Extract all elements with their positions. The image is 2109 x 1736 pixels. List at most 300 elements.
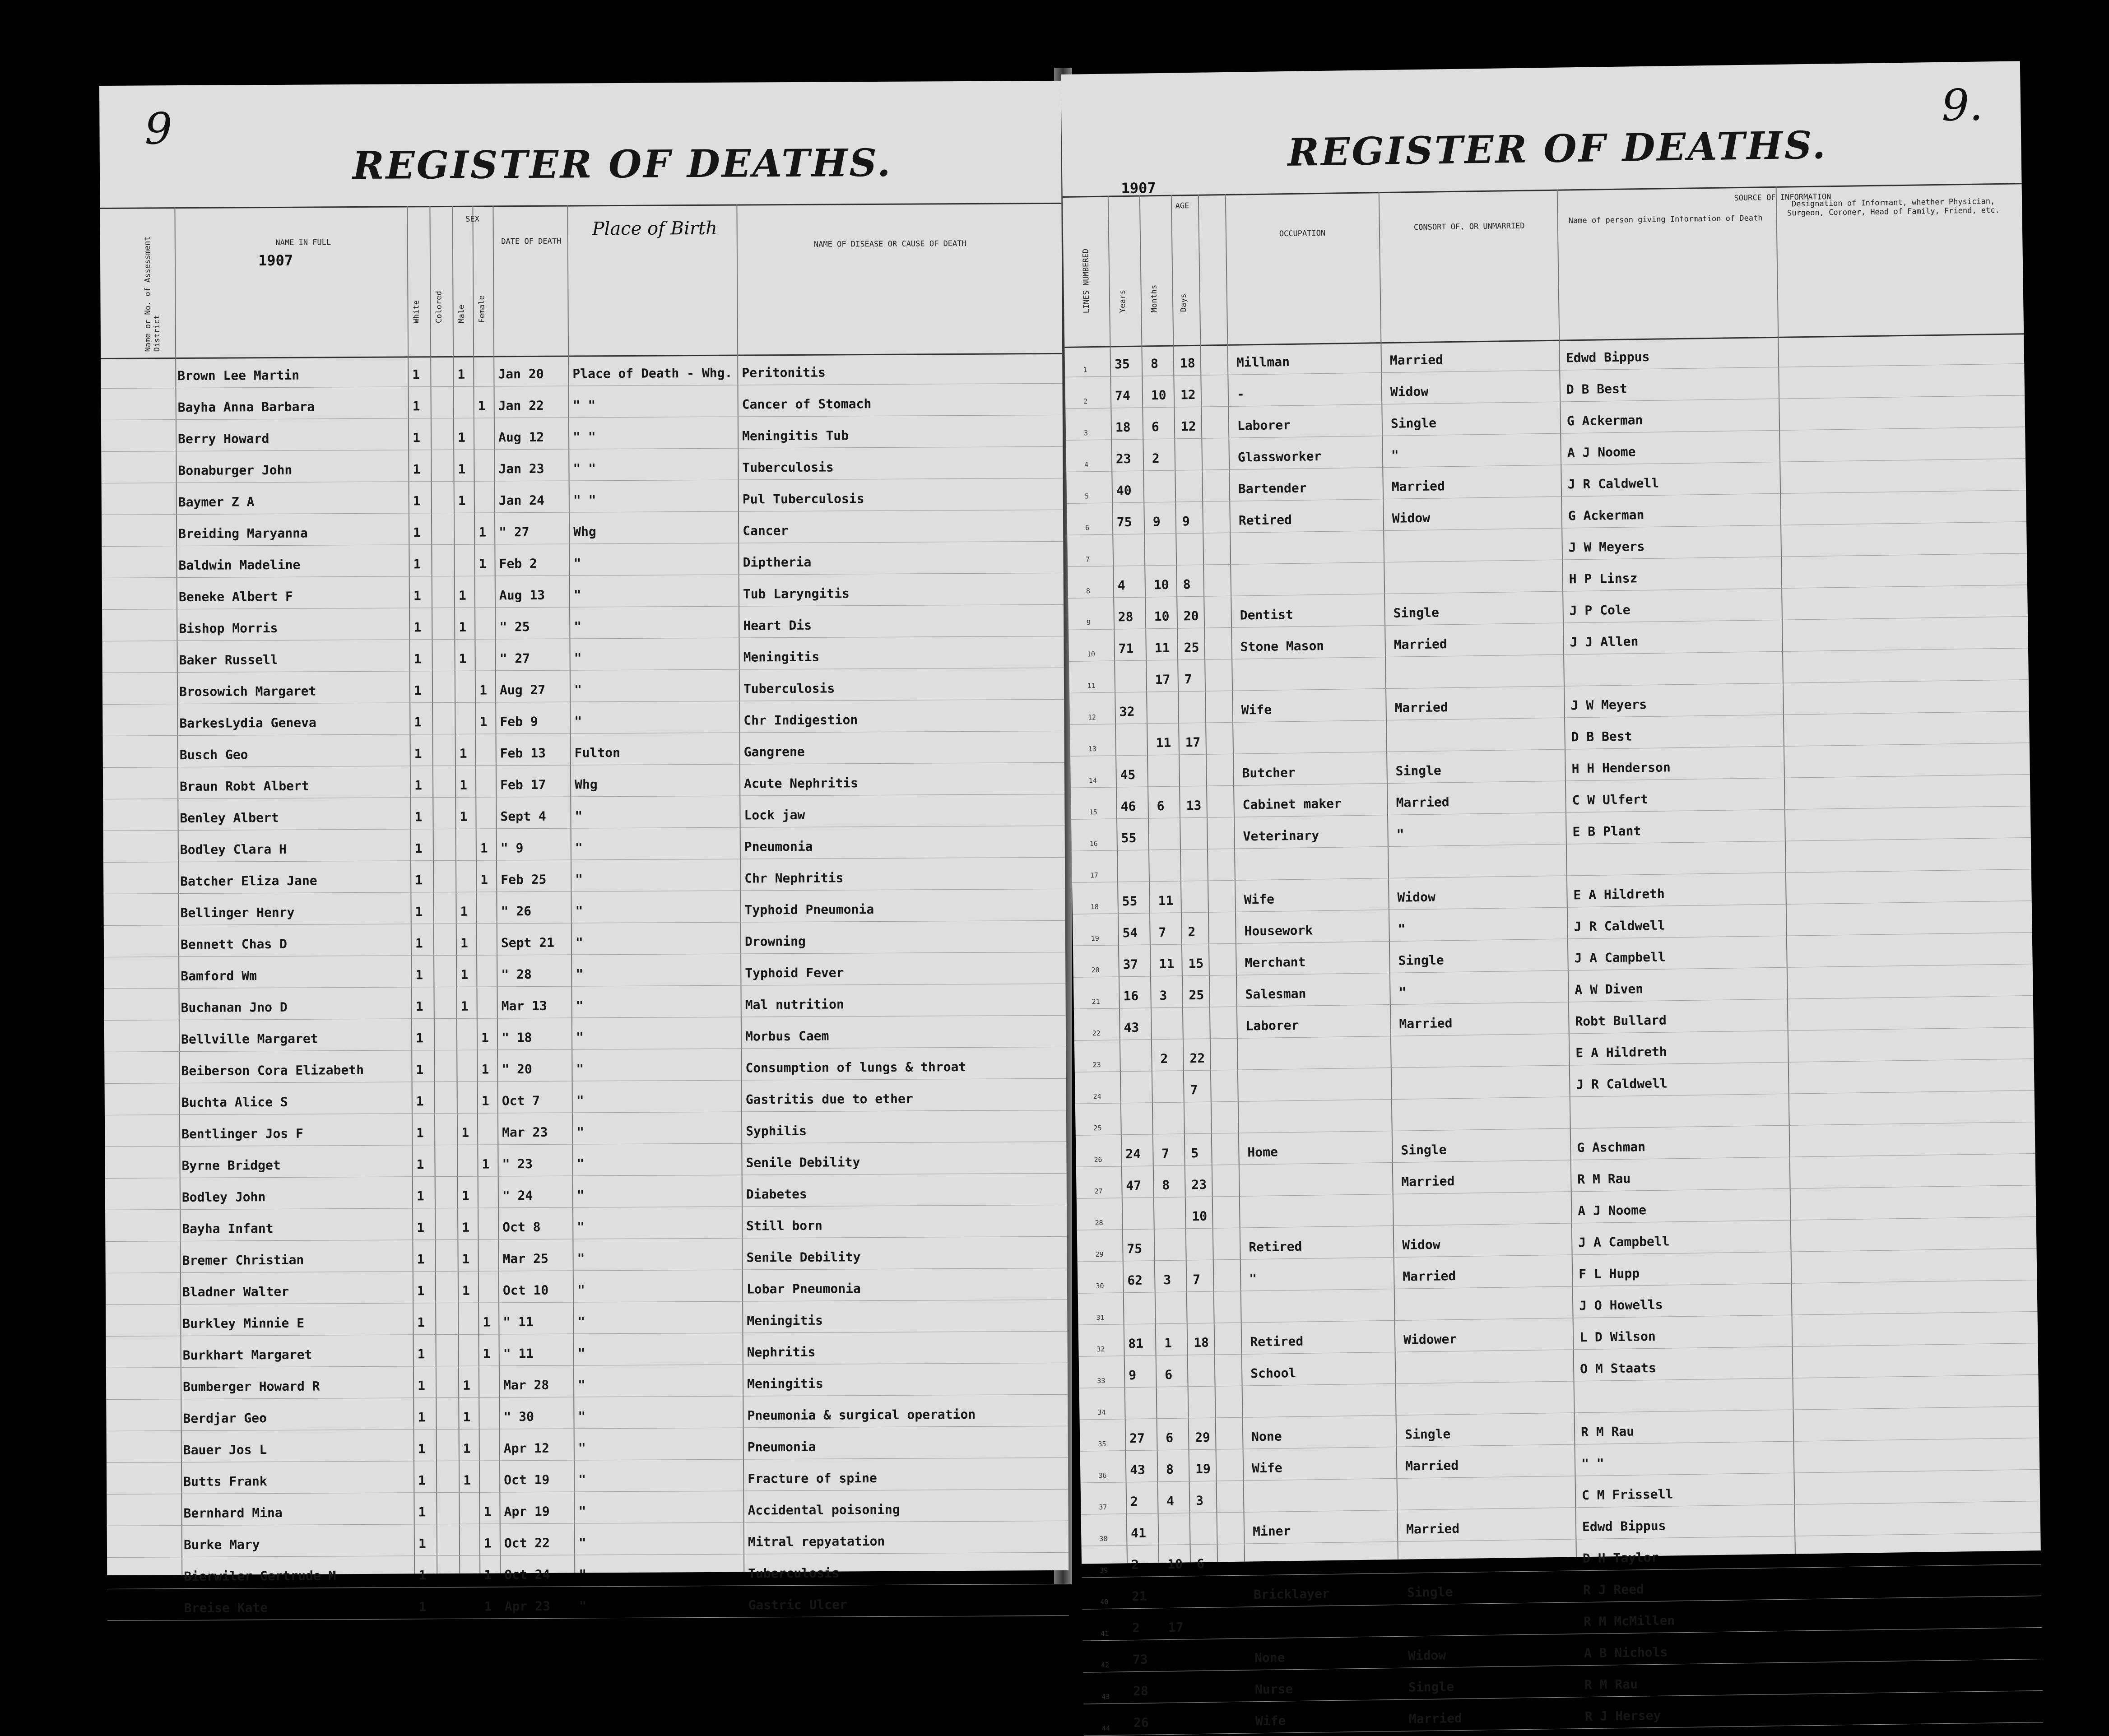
date-of-death: Apr 23 — [504, 1598, 550, 1614]
informant-name: A B Nichols — [1584, 1644, 1668, 1661]
table-row — [105, 1236, 1067, 1273]
male-mark: 1 — [462, 1220, 470, 1235]
deceased-name: Brosowich Margaret — [179, 683, 316, 700]
informant-name: Robt Bullard — [1575, 1012, 1667, 1029]
white-mark: 1 — [415, 967, 423, 983]
occupation: Bartender — [1238, 480, 1307, 497]
informant-name: L D Wilson — [1579, 1328, 1656, 1345]
informant-name: F L Hupp — [1578, 1266, 1640, 1282]
date-of-death: Feb 17 — [500, 777, 546, 793]
white-mark: 1 — [413, 651, 422, 667]
occupation: Retired — [1250, 1333, 1304, 1350]
male-mark: 1 — [460, 935, 468, 951]
white-mark: 1 — [413, 430, 421, 446]
age-years: 2 — [1131, 1557, 1139, 1573]
table-row — [107, 1584, 1068, 1621]
consort-status: " — [1398, 921, 1406, 937]
table-row — [103, 826, 1065, 863]
informant-name: R J Hersey — [1584, 1708, 1661, 1724]
place-of-birth: " — [574, 619, 582, 634]
white-mark: 1 — [416, 1125, 424, 1141]
date-of-death: Sept 21 — [501, 935, 555, 951]
place-of-birth: " " — [573, 461, 596, 476]
place-of-birth: " — [575, 808, 583, 824]
white-mark: 1 — [413, 462, 421, 477]
line-number: 6 — [1085, 524, 1090, 532]
deceased-name: Breiding Maryanna — [178, 525, 308, 542]
cause-of-death: Heart Dis — [743, 617, 812, 633]
consort-status: Single — [1404, 1426, 1451, 1442]
cause-of-death: Gastric Ulcer — [748, 1597, 847, 1613]
table-row — [103, 889, 1065, 926]
table-row — [106, 1300, 1067, 1337]
age-days: 15 — [1188, 956, 1204, 971]
age-months: 1 — [1164, 1335, 1172, 1351]
white-mark: 1 — [417, 1220, 425, 1235]
age-years: 41 — [1130, 1525, 1147, 1541]
male-mark: 1 — [459, 651, 467, 666]
age-months: 8 — [1150, 356, 1159, 371]
age-months: 3 — [1163, 1272, 1171, 1288]
white-mark: 1 — [413, 557, 421, 572]
cause-of-death: Peritonitis — [742, 365, 826, 381]
date-of-death: Feb 13 — [500, 745, 546, 761]
white-mark: 1 — [418, 1378, 426, 1393]
place-of-birth: " — [575, 872, 583, 887]
cause-of-death: Still born — [746, 1218, 822, 1234]
age-years: 9 — [1129, 1367, 1137, 1383]
age-years: 28 — [1133, 1683, 1148, 1699]
age-months: 2 — [1160, 1051, 1168, 1067]
age-years: 16 — [1123, 988, 1139, 1004]
table-row — [102, 604, 1064, 641]
occupation: Merchant — [1245, 954, 1306, 970]
table-row — [102, 699, 1064, 736]
cause-of-death: Diabetes — [746, 1186, 807, 1202]
female-mark: 1 — [484, 1599, 492, 1614]
cause-of-death: Morbus Caem — [745, 1028, 829, 1044]
age-days: 12 — [1180, 418, 1196, 434]
cause-of-death: Tub Laryngitis — [743, 586, 850, 602]
male-mark: 1 — [463, 1409, 471, 1425]
age-months: 11 — [1159, 956, 1175, 972]
header-name: NAME IN FULL — [275, 238, 331, 247]
table-row — [104, 952, 1065, 989]
header-years: Years — [1118, 289, 1128, 313]
line-number: 36 — [1098, 1471, 1107, 1480]
age-months: 6 — [1157, 798, 1165, 814]
consort-status: Single — [1401, 1142, 1447, 1158]
date-of-death: Oct 24 — [504, 1567, 550, 1583]
age-days: 8 — [1183, 577, 1191, 592]
deceased-name: Bonaburger John — [178, 462, 293, 478]
table-row — [106, 1394, 1068, 1431]
age-days: 12 — [1180, 387, 1196, 403]
age-years: 75 — [1127, 1241, 1143, 1257]
informant-name: R M Rau — [1580, 1424, 1635, 1440]
white-mark: 1 — [414, 841, 423, 856]
deceased-name: Bishop Morris — [179, 620, 278, 636]
occupation: Wife — [1251, 1460, 1282, 1476]
cause-of-death: Pneumonia — [747, 1439, 816, 1455]
age-years: 45 — [1120, 767, 1136, 783]
place-of-birth: " — [579, 1567, 587, 1582]
female-mark: 1 — [481, 1030, 489, 1045]
line-number: 28 — [1095, 1218, 1103, 1227]
age-days: 7 — [1193, 1272, 1201, 1287]
table-row — [105, 1173, 1067, 1210]
white-mark: 1 — [413, 683, 422, 698]
female-mark: 1 — [480, 840, 488, 856]
age-days: 2 — [1188, 924, 1196, 940]
table-row — [102, 478, 1063, 515]
informant-name: Edwd Bippus — [1582, 1518, 1666, 1535]
date-of-death: " 24 — [502, 1188, 533, 1203]
line-number: 3 — [1083, 429, 1088, 437]
date-of-death: Oct 8 — [502, 1219, 541, 1235]
age-months: 10 — [1154, 608, 1170, 624]
consort-status: Widow — [1397, 889, 1436, 905]
white-mark: 1 — [417, 1315, 425, 1330]
age-months: 9 — [1152, 514, 1161, 529]
table-row — [104, 1015, 1066, 1052]
line-number: 11 — [1087, 682, 1096, 690]
header-female: Female — [477, 295, 487, 323]
informant-name: J A Campbell — [1574, 949, 1666, 966]
place-of-birth: " — [579, 1598, 587, 1614]
table-row — [104, 984, 1065, 1021]
cause-of-death: Meningitis Tub — [742, 428, 849, 444]
date-of-death: " 26 — [501, 904, 532, 919]
table-row — [102, 541, 1063, 578]
consort-status: Single — [1390, 415, 1437, 431]
informant-name: R M McMillen — [1583, 1613, 1675, 1629]
date-of-death: Oct 22 — [504, 1535, 550, 1551]
consort-status: Married — [1391, 478, 1445, 494]
table-row — [103, 794, 1064, 831]
white-mark: 1 — [418, 1504, 426, 1520]
table-row — [104, 1047, 1066, 1084]
place-of-birth: " — [577, 1314, 585, 1329]
consort-status: Single — [1407, 1584, 1453, 1600]
age-years: 43 — [1129, 1462, 1146, 1478]
age-years: 62 — [1127, 1272, 1143, 1288]
white-mark: 1 — [418, 1599, 427, 1615]
line-number: 31 — [1096, 1313, 1105, 1322]
occupation: Stone Mason — [1240, 638, 1324, 654]
informant-name: E A Hildreth — [1575, 1044, 1667, 1061]
male-mark: 1 — [460, 904, 468, 919]
table-row — [106, 1268, 1067, 1305]
informant-name: R J Reed — [1583, 1582, 1644, 1598]
informant-name: J O Howells — [1579, 1297, 1663, 1314]
informant-name: D H Taylor — [1582, 1550, 1659, 1566]
place-of-birth: " — [576, 1188, 585, 1203]
date-of-death: Jan 20 — [498, 366, 544, 382]
age-months: 6 — [1165, 1430, 1174, 1446]
age-years: 75 — [1116, 514, 1132, 530]
deceased-name: Bellville Margaret — [181, 1031, 318, 1047]
deceased-name: Berry Howard — [178, 431, 269, 447]
occupation: Retired — [1238, 512, 1292, 528]
cause-of-death: Chr Indigestion — [743, 712, 858, 728]
table-row — [102, 636, 1064, 673]
line-number: 24 — [1093, 1092, 1101, 1101]
cause-of-death: Pneumonia — [744, 839, 813, 854]
place-of-birth: " — [578, 1409, 586, 1424]
place-of-birth: Place of Death - Whg. — [572, 365, 733, 381]
table-row — [101, 383, 1063, 420]
date-of-death: " 27 — [499, 525, 530, 540]
table-row — [102, 510, 1063, 547]
cause-of-death: Fracture of spine — [748, 1471, 877, 1486]
male-mark: 1 — [460, 998, 469, 1014]
deceased-name: Buchta Alice S — [181, 1094, 288, 1110]
line-number: 32 — [1096, 1345, 1105, 1354]
date-of-death: Aug 12 — [498, 429, 544, 445]
age-years: 81 — [1128, 1336, 1144, 1351]
age-days: 25 — [1189, 987, 1204, 1003]
header-assessment: Name or No. of Assessment District — [143, 236, 162, 352]
consort-status: Single — [1393, 605, 1440, 621]
header-designation: Designation of Informant, whether Physician, Surgeon, Coroner, Head of Family, Friend, etc. — [1787, 197, 2000, 218]
date-of-death: Feb 9 — [500, 714, 538, 729]
deceased-name: Buchanan Jno D — [181, 999, 288, 1016]
place-of-birth: " — [576, 1030, 584, 1045]
age-days: 22 — [1189, 1050, 1205, 1066]
age-months: 3 — [1159, 988, 1167, 1003]
table-row — [105, 1110, 1066, 1147]
consort-status: " — [1398, 984, 1407, 1000]
cause-of-death: Consumption of lungs & throat — [745, 1059, 966, 1076]
place-of-birth: " — [576, 966, 584, 982]
age-years: 28 — [1118, 609, 1133, 625]
informant-name: A J Noome — [1578, 1202, 1647, 1219]
white-mark: 1 — [415, 904, 423, 919]
date-of-death: Jan 23 — [498, 461, 544, 477]
informant-name: G Ackerman — [1566, 413, 1643, 429]
place-of-birth: " — [576, 1156, 585, 1171]
occupation: Butcher — [1242, 765, 1296, 781]
informant-name: J P Cole — [1569, 602, 1631, 618]
cause-of-death: Tuberculosis — [748, 1565, 840, 1581]
left-page — [99, 81, 1068, 1616]
age-months: 8 — [1162, 1177, 1170, 1193]
age-months: 11 — [1158, 893, 1174, 909]
line-number: 18 — [1090, 903, 1099, 911]
white-mark: 1 — [417, 1252, 425, 1267]
age-years: 55 — [1121, 830, 1137, 846]
deceased-name: Bernhard Mina — [183, 1505, 283, 1521]
table-row — [105, 1205, 1067, 1242]
line-number: 4 — [1084, 460, 1089, 469]
deceased-name: Bayha Anna Barbara — [177, 399, 315, 415]
deceased-name: Bauer Jos L — [183, 1442, 267, 1458]
white-mark: 1 — [413, 620, 422, 635]
informant-name: J R Caldwell — [1574, 918, 1665, 934]
header-age: AGE — [1175, 201, 1189, 211]
age-months: 17 — [1155, 672, 1171, 687]
cause-of-death: Chr Nephritis — [744, 870, 844, 886]
date-of-death: Aug 13 — [499, 587, 545, 603]
male-mark: 1 — [459, 619, 467, 635]
table-row — [101, 352, 1062, 389]
consort-status: Widow — [1392, 510, 1431, 526]
white-mark: 1 — [418, 1568, 427, 1583]
table-row — [103, 731, 1064, 768]
white-mark: 1 — [413, 525, 421, 540]
age-years: 37 — [1123, 956, 1138, 972]
consort-status: Married — [1399, 1016, 1453, 1031]
occupation: Nurse — [1254, 1681, 1293, 1697]
deceased-name: Brown Lee Martin — [177, 367, 300, 384]
place-of-birth: " — [576, 1124, 585, 1140]
age-days: 17 — [1185, 734, 1201, 750]
informant-name: G Aschman — [1577, 1139, 1646, 1156]
header-birth: Place of Birth — [592, 218, 717, 240]
consort-status: Married — [1406, 1521, 1460, 1537]
table-row — [104, 920, 1065, 957]
occupation: Millman — [1236, 354, 1290, 370]
age-years: 21 — [1131, 1588, 1147, 1604]
age-years: 2 — [1130, 1494, 1138, 1509]
female-mark: 1 — [479, 714, 488, 729]
male-mark: 1 — [460, 777, 468, 793]
deceased-name: Beiberson Cora Elizabeth — [181, 1062, 364, 1079]
white-mark: 1 — [417, 1346, 425, 1362]
white-mark: 1 — [415, 1030, 424, 1046]
consort-status: " — [1396, 826, 1404, 842]
age-years: 74 — [1115, 388, 1130, 404]
table-row — [107, 1552, 1068, 1589]
cause-of-death: Acute Nephritis — [744, 775, 859, 791]
male-mark: 1 — [462, 1283, 470, 1298]
deceased-name: Beneke Albert F — [178, 589, 293, 605]
occupation: - — [1236, 386, 1245, 402]
female-mark: 1 — [478, 398, 486, 413]
cause-of-death: Lobar Pneumonia — [746, 1281, 861, 1297]
cause-of-death: Typhoid Pneumonia — [744, 902, 874, 918]
left-year: 1907 — [258, 251, 293, 269]
age-months: 4 — [1166, 1493, 1175, 1509]
line-number: 23 — [1092, 1060, 1101, 1069]
white-mark: 1 — [416, 1188, 424, 1204]
line-number: 7 — [1085, 555, 1090, 564]
age-years: 55 — [1122, 893, 1138, 909]
line-number: 22 — [1092, 1029, 1101, 1038]
date-of-death: " 23 — [502, 1156, 533, 1172]
line-number: 43 — [1101, 1692, 1110, 1701]
age-days: 10 — [1192, 1208, 1208, 1224]
header-date: DATE OF DEATH — [501, 237, 562, 246]
informant-name: G Ackerman — [1568, 507, 1644, 524]
age-months: 7 — [1161, 1146, 1170, 1161]
header-days: Days — [1179, 293, 1189, 312]
date-of-death: Apr 19 — [504, 1504, 550, 1519]
age-years: 32 — [1119, 704, 1135, 719]
line-number: 40 — [1100, 1597, 1109, 1606]
white-mark: 1 — [418, 1441, 426, 1457]
white-mark: 1 — [416, 1157, 424, 1172]
deceased-name: Bierwiler Gertrude M — [184, 1568, 336, 1584]
age-months: 8 — [1166, 1462, 1174, 1477]
deceased-name: Benley Albert — [180, 810, 279, 826]
table-row — [106, 1331, 1068, 1368]
header-white: White — [412, 300, 421, 324]
male-mark: 1 — [463, 1472, 471, 1488]
age-years: 18 — [1115, 419, 1131, 435]
line-number: 12 — [1087, 713, 1096, 722]
line-number: 35 — [1098, 1439, 1106, 1448]
deceased-name: Bellinger Henry — [180, 905, 295, 921]
line-number: 37 — [1099, 1503, 1107, 1512]
date-of-death: " 27 — [499, 651, 530, 666]
male-mark: 1 — [463, 1378, 471, 1393]
age-months: 6 — [1165, 1367, 1173, 1383]
consort-status: Single — [1395, 763, 1441, 779]
line-number: 44 — [1102, 1724, 1110, 1733]
deceased-name: Byrne Bridget — [181, 1157, 281, 1174]
female-mark: 1 — [478, 556, 487, 571]
female-mark: 1 — [479, 682, 487, 698]
male-mark: 1 — [458, 461, 466, 477]
age-days: 13 — [1186, 798, 1202, 813]
age-months: 10 — [1167, 1556, 1183, 1572]
consort-status: Single — [1408, 1679, 1454, 1695]
occupation: Home — [1247, 1144, 1278, 1160]
deceased-name: Bodley Clara H — [180, 841, 287, 858]
informant-name: D B Best — [1566, 381, 1627, 397]
date-of-death: Feb 25 — [501, 872, 547, 887]
deceased-name: Bentlinger Jos F — [181, 1126, 303, 1142]
female-mark: 1 — [484, 1567, 492, 1583]
age-months: 17 — [1168, 1620, 1184, 1635]
date-of-death: Jan 24 — [498, 492, 545, 508]
female-mark: 1 — [482, 1156, 490, 1172]
line-number: 34 — [1097, 1408, 1106, 1417]
age-years: 35 — [1114, 356, 1130, 372]
informant-name: Edwd Bippus — [1565, 349, 1650, 366]
cause-of-death: Typhoid Fever — [745, 965, 844, 981]
date-of-death: Sept 4 — [500, 808, 546, 824]
deceased-name: Breise Kate — [184, 1600, 268, 1616]
date-of-death: " 11 — [503, 1314, 534, 1330]
place-of-birth: " " — [573, 429, 596, 445]
header-months: Months — [1149, 284, 1159, 313]
cause-of-death: Cancer — [743, 523, 789, 538]
line-number: 33 — [1097, 1376, 1106, 1385]
date-of-death: " 9 — [500, 840, 524, 856]
age-years: 43 — [1124, 1020, 1139, 1035]
deceased-name: Bremer Christian — [182, 1252, 304, 1268]
male-mark: 1 — [461, 1125, 469, 1140]
occupation: Retired — [1249, 1239, 1302, 1255]
deceased-name: Baldwin Madeline — [178, 557, 301, 573]
right-page-title: REGISTER OF DEATHS. — [1287, 122, 1828, 175]
header-colored: Colored — [434, 291, 444, 324]
age-years: 40 — [1116, 483, 1132, 498]
cause-of-death: Accidental poisoning — [748, 1502, 900, 1518]
informant-name: E B Plant — [1572, 823, 1641, 840]
table-row — [102, 668, 1064, 705]
white-mark: 1 — [416, 1094, 424, 1109]
informant-name: E A Hildreth — [1573, 886, 1665, 903]
cause-of-death: Pul Tuberculosis — [742, 491, 864, 507]
occupation: School — [1250, 1365, 1296, 1381]
header-occupation: OCCUPATION — [1279, 228, 1326, 239]
cause-of-death: Tuberculosis — [742, 460, 834, 475]
deceased-name: Berdjar Geo — [183, 1411, 267, 1426]
